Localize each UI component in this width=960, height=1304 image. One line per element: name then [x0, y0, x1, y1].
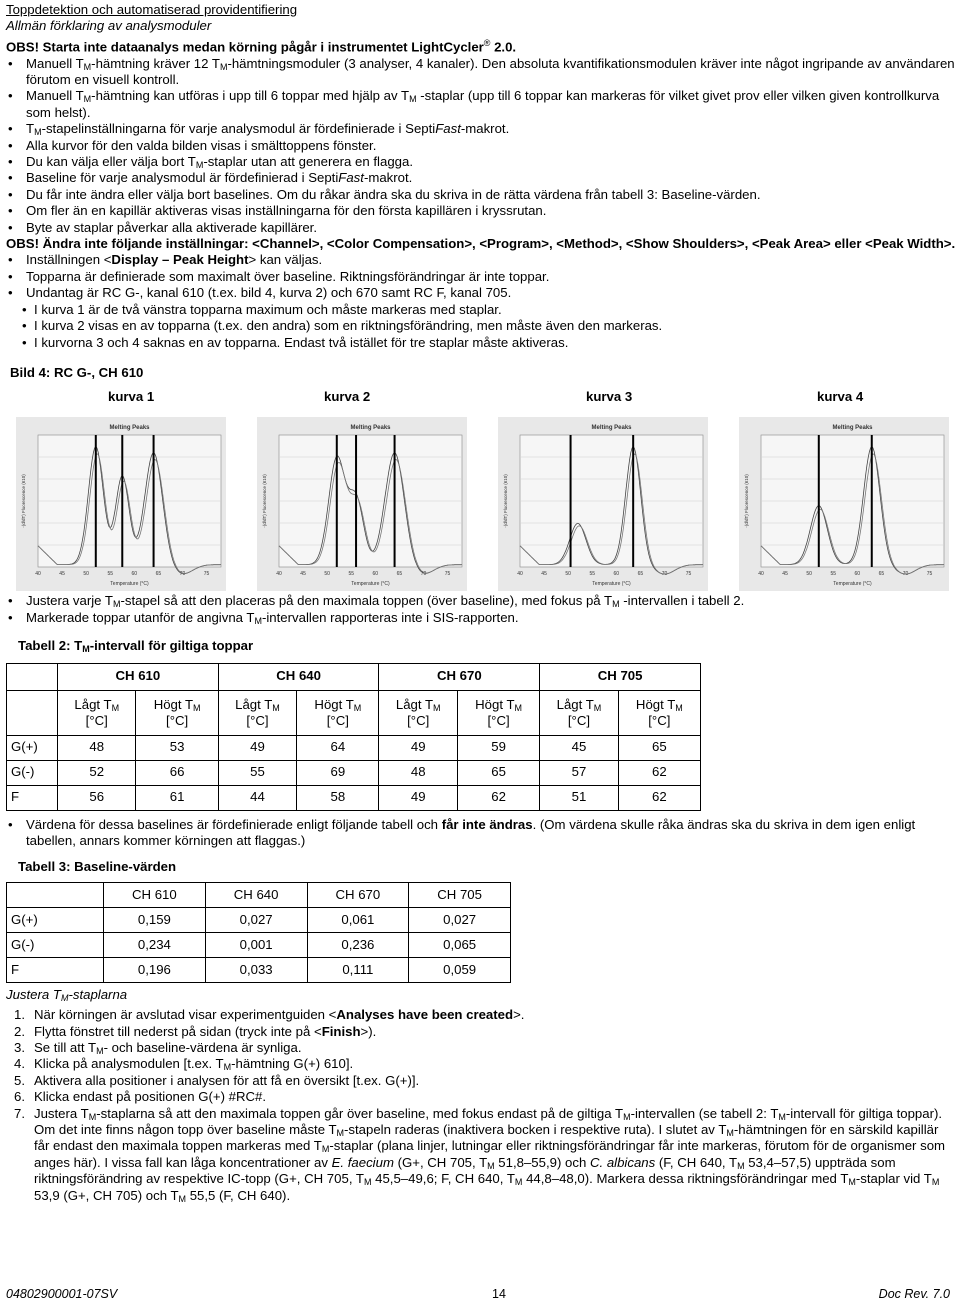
- list-item: • Manuell $T_M$-hämtning kräver 12 $T_M$-hämtningsmoduler (3 analyser, 4 kanaler). Den absoluta kvantifikationsmodulen kräver inte något ingripande av användaren förutom en visuell kontroll.: [6, 56, 956, 89]
- list-item: • Markerade toppar utanför de angivna $T_M$-intervallen rapporteras inte i SIS-rapporten.: [6, 610, 956, 626]
- x-tick-label: 50: [806, 571, 812, 578]
- column-subheader: Högt $T_M$ [°C]: [136, 690, 218, 735]
- adjust-title: Justera $T_M$-staplarna: [6, 986, 128, 1003]
- table-row: [7, 957, 511, 982]
- x-tick-label: 60: [854, 571, 861, 578]
- list-item: • Inställningen <Display – Peak Height> kan väljas.: [6, 252, 956, 268]
- list-item: • Alla kurvor för den valda bilden visas i smälttoppens fönster.: [6, 138, 956, 154]
- table-cell: 0,001: [205, 932, 307, 957]
- header-row: [7, 882, 511, 907]
- table-cell: 69: [297, 760, 379, 785]
- table-row: [7, 785, 701, 810]
- row-label: G(-): [7, 760, 58, 785]
- table-cell: 56: [58, 785, 136, 810]
- obs-warning-1: OBS! Starta inte dataanalys medan körning pågår i instrumentet LightCycler® 2.0.: [6, 37, 517, 55]
- x-tick-label: 70: [420, 571, 427, 578]
- x-axis-label: Temperature (°C): [833, 581, 872, 588]
- x-tick-label: 40: [35, 571, 41, 578]
- adjust-steps: [6, 1007, 956, 1204]
- table-cell: 57: [540, 760, 618, 785]
- x-axis-label: Temperature (°C): [351, 581, 390, 588]
- table-cell: 0,027: [205, 907, 307, 932]
- column-header: CH 610: [58, 663, 219, 690]
- list-item: • Om fler än en kapillär aktiveras visas inställningarna för den första kapillären i kryssrutan.: [6, 203, 956, 219]
- table-cell: 48: [58, 735, 136, 760]
- melting-peaks-chart-1: [16, 417, 226, 591]
- x-tick-label: 50: [324, 571, 330, 578]
- list-item: • Undantag är RC G-, kanal 610 (t.ex. bild 4, kurva 2) och 670 samt RC F, kanal 705.: [6, 285, 956, 301]
- list-item: 7. Justera $T_M$-staplarna så att den maximala toppen går över baseline, med fokus endast på de giltiga $T_M$-intervallen (se tabell 2: $T_M$-intervall för giltiga toppar). Om det inte finns någon topp över baseline måste $T_M$-stapeln raderas (inaktivera bocken i respektive ruta). I slutet av $T_M$-hämtningen för en särskild kapillär får endast den maximala toppen markeras med $T_M$-staplar (plana linjer, lutningar eller riktningsförändringar får inte markeras, förutom för de organismer som anges här). I vissa fall kan låga koncentrationer av E. faecium (G+, CH 705, $T_M$ 51,8–55,9) och C. albicans (F, CH 640, $T_M$ 53,4–57,5) uppträda som riktningsförändring av respektive IC-topp (G+, CH 705, $T_M$ 45,5–49,6; F, CH 640, $T_M$ 44,8–48,0). Markera dessa riktningsförändringar med $T_M$-staplar vid $T_M$ 53,9 (G+, CH 705) och $T_M$ 55,5 (F, CH 640).: [14, 1105, 946, 1204]
- bullet-list-4: [6, 817, 956, 850]
- list-item: • $T_M$-stapelinställningarna för varje analysmodul är fördefinierade i SeptiFast-makrot.: [6, 121, 956, 137]
- table2-title: Tabell 2: $T_M$-intervall för giltiga toppar: [18, 638, 254, 655]
- table-row: [7, 932, 511, 957]
- column-header: CH 705: [540, 663, 701, 690]
- figure-title: Bild 4: RC G-, CH 610: [10, 364, 144, 380]
- x-tick-label: 75: [926, 571, 933, 578]
- x-tick-label: 55: [830, 571, 837, 578]
- table-cell: 45: [540, 735, 618, 760]
- subheader-row: [7, 690, 701, 735]
- page: [6, 2, 956, 1204]
- x-tick-label: 45: [541, 571, 547, 578]
- list-item: • Byte av staplar påverkar alla aktiverade kapillärer.: [6, 220, 956, 236]
- column-subheader: Lågt $T_M$ [°C]: [540, 690, 618, 735]
- row-label: G(-): [7, 932, 104, 957]
- list-item: • Du kan välja eller välja bort $T_M$-staplar utan att generera en flagga.: [6, 154, 956, 170]
- list-item: • I kurvorna 3 och 4 saknas en av topparna. Endast två istället för tre staplar måste aktiveras.: [20, 335, 956, 351]
- list-item: • Värdena för dessa baselines är fördefinierade enligt följande tabell och får inte ändras. (Om värdena skulle råka ändras ska du skriva in dem igen enligt tabellen, annars kommer körningen att flaggas.): [6, 817, 956, 850]
- column-header: CH 705: [409, 882, 511, 907]
- table-corner: [7, 690, 58, 735]
- list-item: 6. Klicka endast på positionen G(+) #RC#.: [14, 1089, 267, 1105]
- list-item: • Topparna är definierade som maximalt över baseline. Riktningsförändringar är inte toppar.: [6, 269, 956, 285]
- section-subtitle: Allmän förklaring av analysmoduler: [6, 18, 212, 34]
- x-tick-label: 75: [203, 571, 210, 578]
- table-cell: 0,065: [409, 932, 511, 957]
- y-axis-label: -(d/dT) Fluorescence (610): [262, 474, 267, 529]
- bullet-list-2: [6, 252, 956, 301]
- table-cell: 0,234: [104, 932, 206, 957]
- tm-interval-table: [6, 663, 701, 811]
- sub-bullet-list: [20, 302, 956, 351]
- chart-panel-title: Melting Peaks: [591, 425, 632, 432]
- x-tick-label: 65: [637, 571, 644, 578]
- x-tick-label: 55: [107, 571, 114, 578]
- list-item: • Du får inte ändra eller välja bort baselines. Om du råkar ändra ska du skriva in de rätta värdena från tabell 3: Baseline-värden.: [6, 187, 956, 203]
- chart-panel-title: Melting Peaks: [832, 425, 873, 432]
- document-revision: Doc Rev. 7.0: [878, 1287, 950, 1301]
- table-cell: 51: [540, 785, 618, 810]
- list-item: 2. Flytta fönstret till nederst på sidan (tryck inte på <Finish>).: [14, 1023, 377, 1039]
- table-cell: 62: [618, 760, 700, 785]
- melting-peaks-charts: [6, 417, 956, 593]
- x-tick-label: 60: [372, 571, 379, 578]
- x-tick-label: 70: [179, 571, 186, 578]
- table-cell: 52: [58, 760, 136, 785]
- table-cell: 62: [618, 785, 700, 810]
- list-item: 4. Klicka på analysmodulen [t.ex. $T_M$-hämtning G(+) 610].: [14, 1056, 354, 1073]
- list-item: • Manuell $T_M$-hämtning kan utföras i upp till 6 toppar med hjälp av $T_M$ -staplar (upp till 6 toppar kan markeras för vilket givet prov eller vilken given kontrollkurva som helst).: [6, 88, 956, 121]
- x-tick-label: 45: [59, 571, 65, 578]
- x-tick-label: 65: [396, 571, 403, 578]
- x-tick-label: 75: [444, 571, 451, 578]
- table-cell: 0,111: [307, 957, 409, 982]
- bullet-list-1: [6, 56, 956, 236]
- table-cell: 0,033: [205, 957, 307, 982]
- y-axis-label: -(d/dT) Fluorescence (610): [744, 474, 749, 529]
- x-tick-label: 40: [758, 571, 764, 578]
- obs-warning-2: OBS! Ändra inte följande inställningar: <Channel>, <Color Compensation>, <Program>, <Method>, <Show Shoulders>, <Peak Area> eller <Peak Width>.: [6, 236, 956, 252]
- column-header: CH 670: [379, 663, 540, 690]
- row-label: F: [7, 957, 104, 982]
- document-number: 04802900001-07SV: [6, 1287, 118, 1301]
- table-row: [7, 907, 511, 932]
- baseline-table: [6, 882, 511, 983]
- x-tick-label: 65: [155, 571, 162, 578]
- table-cell: 0,027: [409, 907, 511, 932]
- x-tick-label: 50: [83, 571, 89, 578]
- table-cell: 65: [457, 760, 539, 785]
- table-row: [7, 760, 701, 785]
- table-cell: 59: [457, 735, 539, 760]
- x-tick-label: 45: [782, 571, 788, 578]
- x-tick-label: 50: [565, 571, 571, 578]
- column-header: CH 640: [205, 882, 307, 907]
- row-label: G(+): [7, 907, 104, 932]
- curve-label-1: kurva 1: [108, 389, 155, 405]
- table-cell: 66: [136, 760, 218, 785]
- table-cell: 44: [218, 785, 296, 810]
- row-label: F: [7, 785, 58, 810]
- curve-labels: [6, 389, 956, 409]
- table-cell: 0,059: [409, 957, 511, 982]
- x-tick-label: 45: [300, 571, 306, 578]
- row-label: G(+): [7, 735, 58, 760]
- table-cell: 0,196: [104, 957, 206, 982]
- x-axis-label: Temperature (°C): [592, 581, 631, 588]
- section-title: Toppdetektion och automatiserad providentifiering: [6, 2, 298, 17]
- table-cell: 0,236: [307, 932, 409, 957]
- x-tick-label: 55: [589, 571, 596, 578]
- bullet-list-3: [6, 593, 956, 626]
- x-tick-label: 70: [661, 571, 668, 578]
- melting-peaks-chart-4: [739, 417, 949, 591]
- x-tick-label: 40: [276, 571, 282, 578]
- list-item: 3. Se till att $T_M-$ och baseline-värdena är synliga.: [14, 1039, 302, 1056]
- table-cell: 55: [218, 760, 296, 785]
- column-subheader: Högt $T_M$ [°C]: [618, 690, 700, 735]
- list-item: • Baseline för varje analysmodul är fördefinierad i SeptiFast-makrot.: [6, 170, 956, 186]
- table-cell: 48: [379, 760, 457, 785]
- curve-label-3: kurva 3: [586, 389, 633, 405]
- table-cell: 58: [297, 785, 379, 810]
- x-tick-label: 55: [348, 571, 355, 578]
- table-cell: 62: [457, 785, 539, 810]
- x-axis-label: Temperature (°C): [110, 581, 149, 588]
- table-corner: [7, 882, 104, 907]
- x-tick-label: 75: [685, 571, 692, 578]
- table-row: [7, 735, 701, 760]
- table-cell: 49: [218, 735, 296, 760]
- column-header: CH 610: [104, 882, 206, 907]
- melting-peaks-chart-2: [257, 417, 467, 591]
- column-subheader: Lågt $T_M$ [°C]: [58, 690, 136, 735]
- list-item: 1. När körningen är avslutad visar experimentguiden <Analyses have been created>.: [14, 1007, 525, 1023]
- table-cell: 49: [379, 785, 457, 810]
- list-item: • I kurva 2 visas en av topparna (t.ex. den andra) som en riktningsförändring, men måste även den markeras.: [20, 318, 956, 334]
- curve-label-4: kurva 4: [817, 389, 864, 405]
- table-cell: 0,061: [307, 907, 409, 932]
- list-item: • Justera varje $T_M$-stapel så att den placeras på den maximala toppen (över baseline), med fokus på $T_M$ -intervallen i tabell 2.: [6, 593, 956, 609]
- page-number: 14: [492, 1287, 506, 1301]
- list-item: • I kurva 1 är de två vänstra topparna maximum och måste markeras med staplar.: [20, 302, 956, 318]
- table-corner: [7, 663, 58, 690]
- curve-label-2: kurva 2: [324, 389, 371, 405]
- chart-panel-title: Melting Peaks: [109, 425, 150, 432]
- x-tick-label: 60: [131, 571, 138, 578]
- y-axis-label: -(d/dT) Fluorescence (610): [21, 474, 26, 529]
- column-header: CH 670: [307, 882, 409, 907]
- column-subheader: Högt $T_M$ [°C]: [297, 690, 379, 735]
- melting-peaks-chart-3: [498, 417, 708, 591]
- column-subheader: Högt $T_M$ [°C]: [457, 690, 539, 735]
- column-subheader: Lågt $T_M$ [°C]: [379, 690, 457, 735]
- x-tick-label: 65: [878, 571, 885, 578]
- x-tick-label: 40: [517, 571, 523, 578]
- table-cell: 64: [297, 735, 379, 760]
- list-item: 5. Aktivera alla positioner i analysen för att få en översikt [t.ex. G(+)].: [14, 1072, 420, 1088]
- table-cell: 61: [136, 785, 218, 810]
- chart-panel-title: Melting Peaks: [350, 425, 391, 432]
- x-tick-label: 60: [613, 571, 620, 578]
- column-header: CH 640: [218, 663, 379, 690]
- y-axis-label: -(d/dT) Fluorescence (610): [503, 474, 508, 529]
- x-tick-label: 70: [902, 571, 909, 578]
- table-cell: 53: [136, 735, 218, 760]
- table3-title: Tabell 3: Baseline-värden: [18, 859, 177, 875]
- table-cell: 0,159: [104, 907, 206, 932]
- table-cell: 65: [618, 735, 700, 760]
- table-cell: 49: [379, 735, 457, 760]
- column-subheader: Lågt $T_M$ [°C]: [218, 690, 296, 735]
